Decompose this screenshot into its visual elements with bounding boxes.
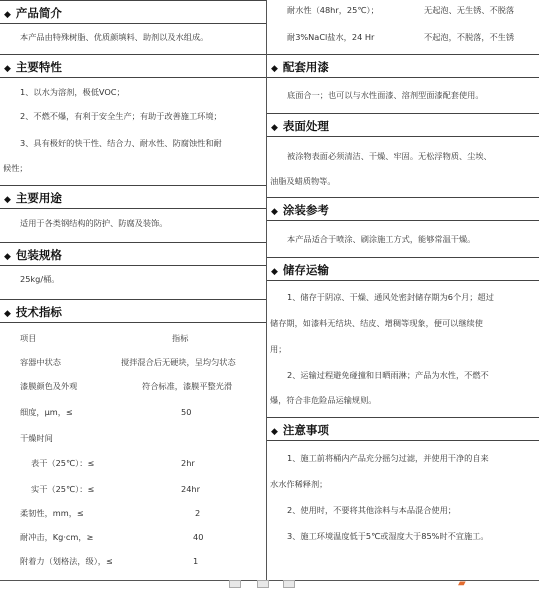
spec-value: 2 xyxy=(195,508,201,518)
section-header-spec xyxy=(0,299,266,323)
surface-line: 被涂物表面必须清洁、干燥、牢固。无松浮物质、尘埃、 xyxy=(287,151,492,161)
diamond-icon: ◆ xyxy=(271,64,278,74)
spec-value: 2hr xyxy=(181,458,195,468)
note-line: 1、施工前将桶内产品充分摇匀过滤，并使用干净的自来 xyxy=(287,453,489,463)
feature-line: 2、不燃不爆，有利于安全生产；有助于改善施工环境； xyxy=(20,111,222,121)
store-line: 1、储存于阴凉、干燥、通风处密封储存期为6个月；超过 xyxy=(287,292,494,302)
section-header-features xyxy=(0,54,266,78)
spec-key: 实干（25℃）：≤ xyxy=(31,484,95,494)
section-header-usage xyxy=(0,185,266,209)
diamond-icon: ◆ xyxy=(271,267,278,277)
spec-key: 耐冲击，Kg·cm，≥ xyxy=(20,532,94,542)
section-title: 注意事项 xyxy=(282,423,329,437)
diamond-icon: ◆ xyxy=(4,309,11,319)
diamond-icon: ◆ xyxy=(4,252,11,262)
spec-value: 符合标准，漆膜平整光滑 xyxy=(142,381,233,391)
spec-key: 容器中状态 xyxy=(20,357,61,367)
spec-value: 1 xyxy=(193,556,199,566)
section-header-coat xyxy=(267,197,539,221)
spec-value: 40 xyxy=(193,532,204,542)
diamond-icon: ◆ xyxy=(271,123,278,133)
section-header-surface xyxy=(267,113,539,137)
resist-value: 不起泡，不脱落，不生锈 xyxy=(424,32,515,42)
feature-line: 1、以水为溶剂，极低VOC； xyxy=(20,87,125,97)
resist-key: 耐水性（48hr，25℃）； xyxy=(287,5,379,15)
prev-page-button[interactable] xyxy=(229,580,241,588)
note-line: 3、施工环境温度低于5℃或湿度大于85%时不宜施工。 xyxy=(287,531,489,541)
spec-value: 搅拌混合后无硬块，呈均匀状态 xyxy=(121,357,236,367)
spec-key: 附着力（划格法，级），≤ xyxy=(20,556,113,566)
section-title: 配套用漆 xyxy=(282,60,329,74)
diamond-icon: ◆ xyxy=(4,64,11,74)
section-title: 产品简介 xyxy=(15,6,62,20)
section-title: 表面处理 xyxy=(282,119,329,133)
section-title: 储存运输 xyxy=(282,263,329,277)
spec-value: 指标 xyxy=(172,333,189,343)
spec-value: 24hr xyxy=(181,484,200,494)
section-title: 涂装参考 xyxy=(282,203,329,217)
store-line: 储存期，如漆料无结块、结皮、增稠等现象，便可以继续使 xyxy=(270,318,483,328)
diamond-icon: ◆ xyxy=(271,207,278,217)
spec-key: 干燥时间 xyxy=(20,433,53,443)
coat-text: 本产品适合于喷涂、刷涂施工方式，能够常温干燥。 xyxy=(287,234,476,244)
resist-key: 耐3%NaCl盐水，24 Hr xyxy=(287,32,375,42)
resist-value: 无起泡、无生锈、不脱落 xyxy=(424,5,515,15)
spec-value: 50 xyxy=(181,407,192,417)
spec-key: 项目 xyxy=(20,333,37,343)
diamond-icon: ◆ xyxy=(271,427,278,437)
intro-text: 本产品由特殊树脂、优质颜填料、助剂以及水组成。 xyxy=(20,32,209,42)
note-line: 2、使用时，不要将其他涂料与本品混合使用； xyxy=(287,505,456,515)
store-line: 用； xyxy=(270,344,287,354)
spec-key: 漆膜颜色及外观 xyxy=(20,381,78,391)
section-title: 主要用途 xyxy=(15,191,62,205)
surface-line: 油脂及蜡质物等。 xyxy=(270,176,336,186)
match-text: 底面合一；也可以与水性面漆、溶剂型面漆配套使用。 xyxy=(287,90,484,100)
section-header-match xyxy=(267,54,539,78)
diamond-icon: ◆ xyxy=(4,195,11,205)
spec-key: 柔韧性，mm，≤ xyxy=(20,508,84,518)
section-header-intro xyxy=(0,0,266,24)
next-page-button[interactable] xyxy=(257,580,269,588)
spec-key: 表干（25℃）：≤ xyxy=(31,458,95,468)
section-header-store xyxy=(267,257,539,281)
column-divider xyxy=(266,0,267,588)
feature-line: 3、具有极好的快干性、结合力、耐水性、防腐蚀性和耐 xyxy=(20,138,222,148)
usage-text: 适用于各类钢结构的防护、防腐及装饰。 xyxy=(20,218,168,228)
feature-line: 候性； xyxy=(3,163,28,173)
site-logo-icon: ▰ xyxy=(458,578,466,589)
section-title: 包装规格 xyxy=(15,248,62,262)
store-line: 爆，符合非危险品运输规则。 xyxy=(270,395,377,405)
section-header-note xyxy=(267,417,539,441)
diamond-icon: ◆ xyxy=(4,10,11,20)
section-title: 技术指标 xyxy=(15,305,62,319)
note-line: 水水作稀释剂； xyxy=(270,479,328,489)
section-title: 主要特性 xyxy=(15,60,62,74)
pack-text: 25kg/桶。 xyxy=(20,274,60,284)
spec-key: 细度，μm，≤ xyxy=(20,407,73,417)
store-line: 2、运输过程避免碰撞和日晒雨淋；产品为水性，不燃不 xyxy=(287,370,489,380)
page-control-button[interactable] xyxy=(283,580,295,588)
section-header-pack xyxy=(0,242,266,266)
